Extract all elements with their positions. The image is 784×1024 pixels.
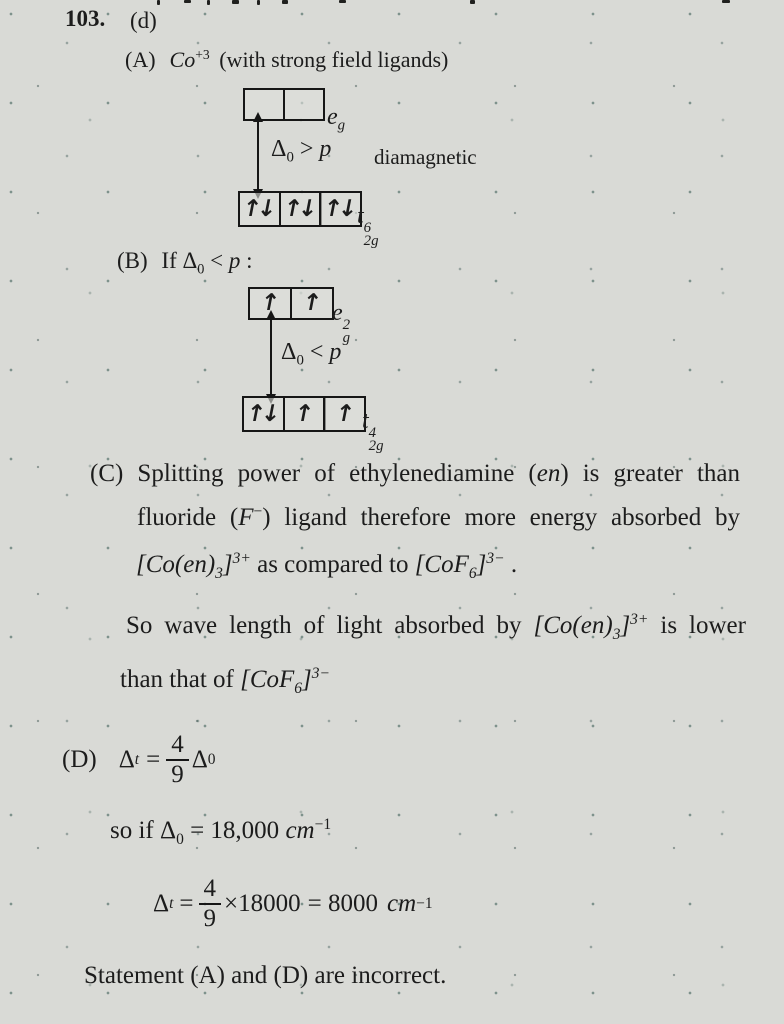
part-c-label: (C) <box>90 460 124 487</box>
coen3-formula <box>136 550 251 582</box>
cof6-formula <box>414 550 505 582</box>
conclusion-statement: Statement (A) and (D) are incorrect. <box>84 962 447 989</box>
delta-symbol: Δ <box>118 746 135 774</box>
formula-sub: 6 <box>468 564 477 582</box>
part-b-eg-row <box>248 287 334 320</box>
t2g-sup: 6 <box>363 219 372 236</box>
equals-sign: = <box>146 746 161 774</box>
clipped-text-fragment <box>184 0 191 3</box>
electron-arrows: ↑ <box>257 290 279 316</box>
electron-arrows: ↑ <box>299 290 320 316</box>
text: fluoride ( <box>137 504 239 531</box>
part-b-t2g-label <box>362 408 384 454</box>
delta-symbol: Δ <box>182 248 198 273</box>
coen3-formula <box>533 611 649 643</box>
part-a-t2g-label <box>357 203 379 249</box>
part-c-line4 <box>126 610 746 644</box>
value: = 18,000 <box>190 817 280 844</box>
formula-sub: 6 <box>294 679 303 697</box>
double-headed-arrow <box>257 121 259 190</box>
text: than that of <box>120 666 234 693</box>
clipped-text-fragment <box>282 0 288 4</box>
t2g-base: t <box>357 203 364 229</box>
text: . <box>510 551 518 578</box>
eg-sub: g <box>337 117 346 134</box>
fluoride-charge: − <box>253 503 263 521</box>
delta-symbol: Δ <box>271 136 287 162</box>
if-word: If <box>161 248 177 273</box>
electron-arrows: ↑↓ <box>239 195 276 222</box>
delta-symbol: Δ <box>160 817 177 844</box>
fraction-4-9 <box>199 875 222 933</box>
delta-t-sub: t <box>169 895 174 913</box>
part-d-line2 <box>110 815 331 849</box>
t2g-sub: 2g <box>368 438 384 455</box>
part-a-eg-label <box>327 104 345 135</box>
clipped-text-fragment <box>157 0 160 5</box>
eg-sup: 2 <box>342 316 351 333</box>
text: ) ligand therefore more energy absorbed by <box>262 504 741 531</box>
part-b-t2g-row <box>242 396 366 432</box>
orbital-cell <box>283 396 326 432</box>
t2g-base: t <box>362 408 369 434</box>
t2g-sub: 2g <box>363 233 379 250</box>
part-b-label: (B) <box>117 248 148 273</box>
fraction-4-9 <box>166 731 189 789</box>
cof6-formula <box>240 665 330 697</box>
fraction-numerator: 4 <box>166 731 189 761</box>
part-a-header <box>125 47 448 73</box>
part-c-line2 <box>137 502 740 533</box>
formula-text: ] <box>222 551 233 578</box>
delta-t-sub: t <box>134 751 140 769</box>
multiplication: ×18000 <box>224 890 301 918</box>
delta-symbol: Δ <box>281 339 297 365</box>
clipped-text-fragment <box>339 0 346 3</box>
part-a-gap-condition <box>271 136 331 167</box>
part-d-line3 <box>153 870 433 938</box>
formula-text: [CoF <box>240 666 295 693</box>
delta-symbol: Δ <box>191 746 208 774</box>
strong-field-note: (with strong field ligands) <box>219 47 449 72</box>
delta-sub: 0 <box>197 261 205 278</box>
electron-arrows: ↑↓ <box>280 195 316 222</box>
result: = 8000 <box>307 890 378 918</box>
fluoride-symbol: F <box>238 504 254 531</box>
relation-sign: < <box>210 248 224 273</box>
part-c-line3 <box>136 549 517 583</box>
pairing-energy-symbol: p <box>319 136 332 162</box>
part-d-label: (D) <box>62 746 97 774</box>
orbital-cell <box>319 191 362 227</box>
part-b-gap-condition <box>281 339 341 370</box>
cobalt-ion: Co <box>169 47 196 72</box>
orbital-cell <box>238 191 281 227</box>
part-b-header <box>117 248 253 278</box>
electron-arrows: ↑ <box>291 400 313 427</box>
orbital-cell <box>243 88 285 121</box>
text: is lower <box>660 612 746 639</box>
formula-sup: 3− <box>486 550 505 568</box>
colon: : <box>246 248 253 273</box>
question-number: 103. <box>65 6 106 31</box>
orbital-cell <box>242 396 285 432</box>
pairing-energy-symbol: p <box>228 248 241 273</box>
eg-sub: g <box>342 330 351 347</box>
t2g-sup: 4 <box>368 424 377 441</box>
ion-charge: +3 <box>195 47 210 63</box>
clipped-text-fragment <box>207 0 210 5</box>
part-c-line5 <box>120 664 330 698</box>
orbital-cell <box>323 396 366 432</box>
unit: cm <box>285 817 315 844</box>
double-headed-arrow <box>270 319 272 395</box>
part-c-line1 <box>90 458 740 489</box>
unit: cm <box>386 890 417 918</box>
orbital-cell <box>283 88 325 121</box>
formula-sup: 3+ <box>232 550 251 568</box>
formula-text: [CoF <box>414 551 469 578</box>
text: So wave length of light absorbed by <box>126 612 522 639</box>
formula-sub: 3 <box>215 564 223 582</box>
formula-text: ] <box>476 551 487 578</box>
eg-base: e <box>327 104 338 130</box>
formula-text: ] <box>620 612 631 639</box>
clipped-text-fragment <box>257 0 260 5</box>
formula-sup: 3− <box>311 665 330 683</box>
clipped-text-fragment <box>232 0 239 4</box>
unit-exponent: −1 <box>314 816 332 834</box>
part-a-t2g-row <box>238 191 362 227</box>
magnetism-label: diamagnetic <box>374 145 477 169</box>
unit-exponent: −1 <box>416 895 433 913</box>
equals-sign: = <box>179 890 194 918</box>
relation-sign: > <box>299 136 314 162</box>
fraction-numerator: 4 <box>199 875 222 905</box>
en-ligand: en <box>536 460 561 487</box>
text: so if <box>110 817 154 844</box>
delta-symbol: Δ <box>153 890 170 918</box>
delta-sub: 0 <box>286 149 294 166</box>
clipped-text-fragment <box>470 0 475 4</box>
clipped-text-fragment <box>722 0 730 3</box>
formula-text: ] <box>302 666 312 693</box>
orbital-cell <box>279 191 322 227</box>
electron-arrows: ↑↓ <box>243 400 280 427</box>
pairing-energy-symbol: p <box>329 339 342 365</box>
text: as compared to <box>257 551 409 578</box>
formula-text: [Co(en) <box>533 612 613 639</box>
formula-sub: 3 <box>612 625 621 643</box>
delta-sub: 0 <box>296 352 304 369</box>
part-a-label: (A) <box>125 47 156 72</box>
text: Splitting power of ethylenediamine ( <box>137 460 537 487</box>
formula-sup: 3+ <box>630 611 649 629</box>
eg-base: e <box>332 300 343 326</box>
electron-arrows: ↑↓ <box>320 195 357 222</box>
formula-text: [Co(en) <box>136 551 216 578</box>
fraction-denominator: 9 <box>171 761 184 788</box>
delta-zero-sub: 0 <box>176 830 184 848</box>
delta-zero-sub: 0 <box>207 751 216 769</box>
text: ) is greater than <box>560 460 741 487</box>
relation-sign: < <box>309 339 324 365</box>
answer-option: (d) <box>130 8 157 33</box>
orbital-cell <box>290 287 334 320</box>
fraction-denominator: 9 <box>203 905 216 932</box>
electron-arrows: ↑ <box>332 400 353 427</box>
part-d-line1 <box>62 726 216 794</box>
